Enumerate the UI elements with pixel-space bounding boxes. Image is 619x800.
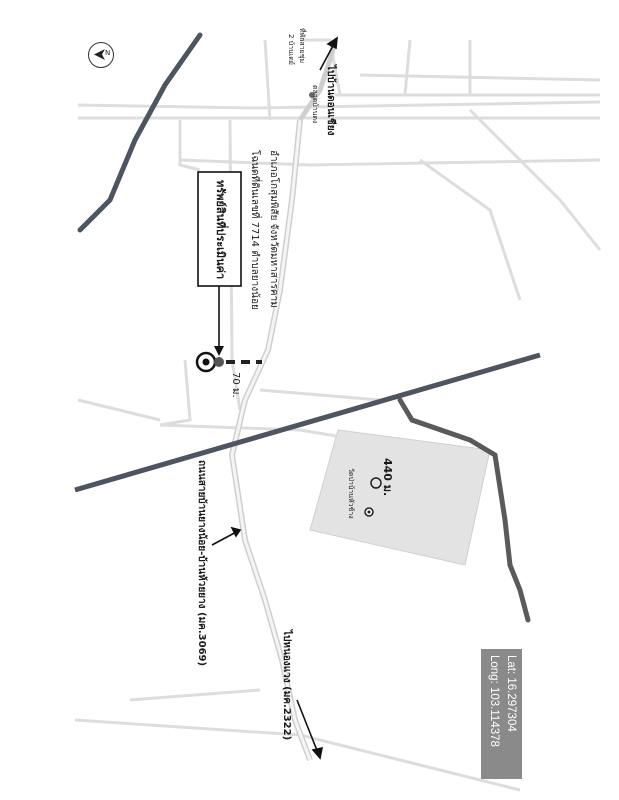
compass-icon [88, 42, 114, 68]
property-box-label: ทรัพย์สินที่ประเมินค่า [214, 180, 227, 280]
road-3069-label: ถนนสายบ้านยางน้อย-บ้านห้วยยาง (มค.3069) [196, 460, 207, 667]
to-bantoen-label: ไปบ้านดอนเชียง [325, 65, 336, 136]
longitude-text: Long: 103.114378 [488, 655, 500, 747]
coordinates-box [481, 649, 522, 779]
deed-line-2: อำเภอโกสุมพิสัย จังหวัดมหาสารคาม [268, 150, 279, 308]
to-nongkha-label: ไปหนองแวง (มค.2322) [281, 630, 292, 741]
market-label: ตลาดบ้านดง [311, 85, 319, 124]
vicinity-area [310, 430, 490, 565]
distance-70-label: 70 ม. [230, 372, 241, 398]
distance-440-label: 440 ม. [381, 458, 394, 497]
school-label-1: ที่พักสายชุ่ม [298, 28, 306, 64]
temple-label: วัดป่าบ้านหัวช้าง [347, 468, 355, 519]
school-label-2: 2 บ้านเดย์ [287, 34, 295, 65]
deed-line-1: โฉนดที่ดินเลขที่ 7714 ตำบลยางน้อย [249, 150, 260, 310]
latitude-text: Lat: 16.297304 [505, 655, 517, 732]
compass-letter: N [105, 49, 111, 57]
